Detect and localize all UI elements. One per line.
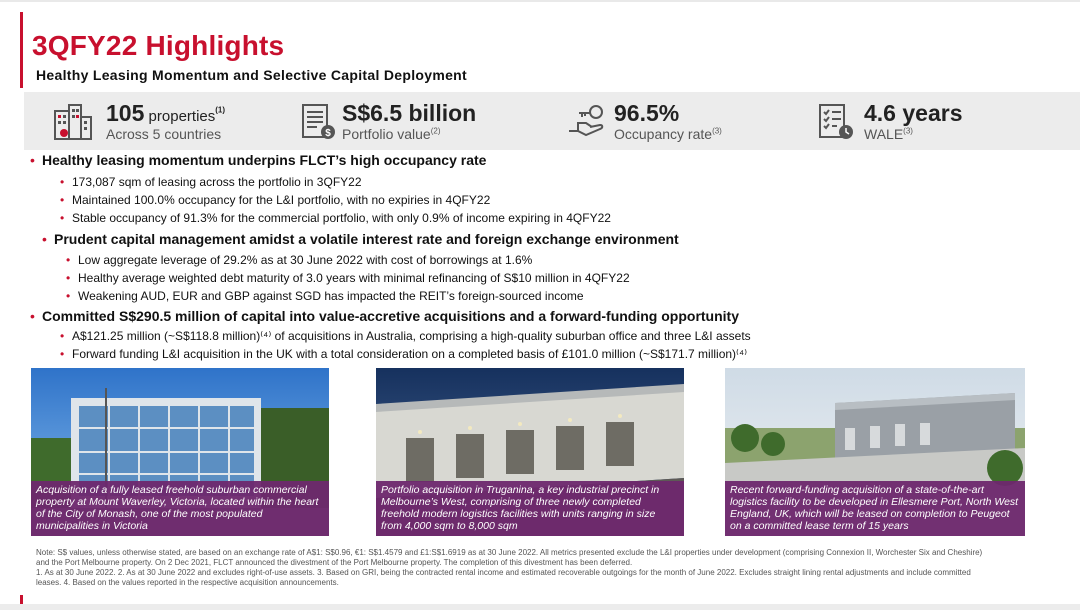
footnote-references: 1. As at 30 June 2022. 2. As at 30 June 2022 and excludes right-of-use assets. 3. Based on GRI, being the contracted rental income and estimated recoverable outgoings for the month of June 2022. Excludes straight lining rental adjustments and include committed leases. 4. Based on the values reported in the respective acquisition announcements. (36, 568, 971, 587)
key-hand-icon (566, 101, 608, 143)
photo-mount-waverley (31, 368, 329, 536)
checklist-clock-icon (816, 101, 858, 143)
metric-wale-value: 4.6 years (864, 100, 963, 126)
sub-bullet: • Low aggregate leverage of 29.2% as at 30 June 2022 with cost of borrowings at 1.6% (66, 253, 533, 267)
key-metrics-band (24, 92, 1080, 150)
bullet-acquisitions: • Committed S$290.5 million of capital into value-accretive acquisitions and a forward-funding opportunity (30, 308, 739, 324)
footnote-ref: (3) (712, 126, 722, 136)
metric-properties-label: Across 5 countries (106, 126, 222, 142)
page-number: 4 (1064, 578, 1071, 592)
metric-wale-label: WALE (864, 126, 904, 142)
top-divider (0, 0, 1080, 2)
sub-bullet: • Maintained 100.0% occupancy for the L&I portfolio, with no expiries in 4QFY22 (60, 193, 491, 207)
footnote-ref: (1) (215, 105, 226, 115)
metric-properties-value: 105 (106, 100, 145, 126)
metric-occupancy-value: 96.5% (614, 100, 680, 126)
footnote-ref: (3) (903, 126, 913, 136)
footer-band (0, 604, 1080, 610)
sub-bullet: • Stable occupancy of 91.3% for the commercial portfolio, with only 0.9% of income expiring in 4QFY22 (60, 211, 611, 225)
sub-bullet: • Forward funding L&I acquisition in the UK with a total consideration on a completed basis of £101.0 million (~S$171.7 million)⁽⁴⁾ (60, 347, 748, 361)
footnote-note: Note: S$ values, unless otherwise stated, are based on an exchange rate of A$1: S$0.96, €1: S$1.4579 and £1:S$1.6919 as at 30 June 2022. All metrics presented exclude the L&I properties under development (comprising Connexion II, Worchester Six and Cheshire) and the Port Melbourne property. On 2 Dec 2021, FLCT announced the divestment of the Port Melbourne property. The completion of this divestment has been deferred. (36, 548, 983, 567)
metric-portfolio-value-value: S$6.5 billion (342, 100, 477, 126)
buildings-icon (52, 101, 94, 143)
photo-truganina (376, 368, 684, 536)
photo-caption: Acquisition of a fully leased freehold suburban commercial property at Mount Waverley, Victoria, located within the heart of the City of Monash, one of the most populated municipalities in Victoria (31, 481, 329, 536)
photo-caption: Recent forward-funding acquisition of a state-of-the-art logistics facility to be developed in Ellesmere Port, North West England, UK, which will be leased on completion to Peugeot on a committed lease term of 15 years (725, 481, 1025, 536)
metric-properties-suffix: properties (144, 108, 216, 125)
sub-bullet: • 173,087 sqm of leasing across the portfolio in 3QFY22 (60, 175, 362, 189)
page-title: 3QFY22 Highlights (32, 30, 285, 61)
sub-bullet: • Weakening AUD, EUR and GBP against SGD has impacted the REIT’s foreign-sourced income (66, 289, 584, 303)
title-accent-bar (20, 12, 23, 88)
page-subtitle: Healthy Leasing Momentum and Selective Capital Deployment (36, 67, 467, 83)
photo-ellesmere-port (725, 368, 1025, 536)
bullet-leasing: • Healthy leasing momentum underpins FLCT’s high occupancy rate (30, 152, 487, 168)
document-dollar-icon (298, 101, 340, 143)
metric-occupancy-label: Occupancy rate (614, 126, 713, 142)
metric-portfolio-value-label: Portfolio value (342, 126, 431, 142)
footnotes (36, 548, 996, 588)
sub-bullet: • A$121.25 million (~S$118.8 million)⁽⁴⁾ of acquisitions in Australia, comprising a high-quality suburban office and three L&I assets (60, 329, 751, 343)
footnote-ref: (2) (430, 126, 441, 136)
bullet-capital-management: • Prudent capital management amidst a volatile interest rate and foreign exchange environment (42, 231, 679, 247)
svg-text:$: $ (325, 128, 331, 139)
photo-caption: Portfolio acquisition in Truganina, a key industrial precinct in Melbourne’s West, comprising of three newly completed freehold modern logistics facilities with units ranging in size from 4,000 sqm to 8,000 sqm (376, 481, 684, 536)
sub-bullet: • Healthy average weighted debt maturity of 3.0 years with minimal refinancing of S$10 million in 4QFY22 (66, 271, 630, 285)
